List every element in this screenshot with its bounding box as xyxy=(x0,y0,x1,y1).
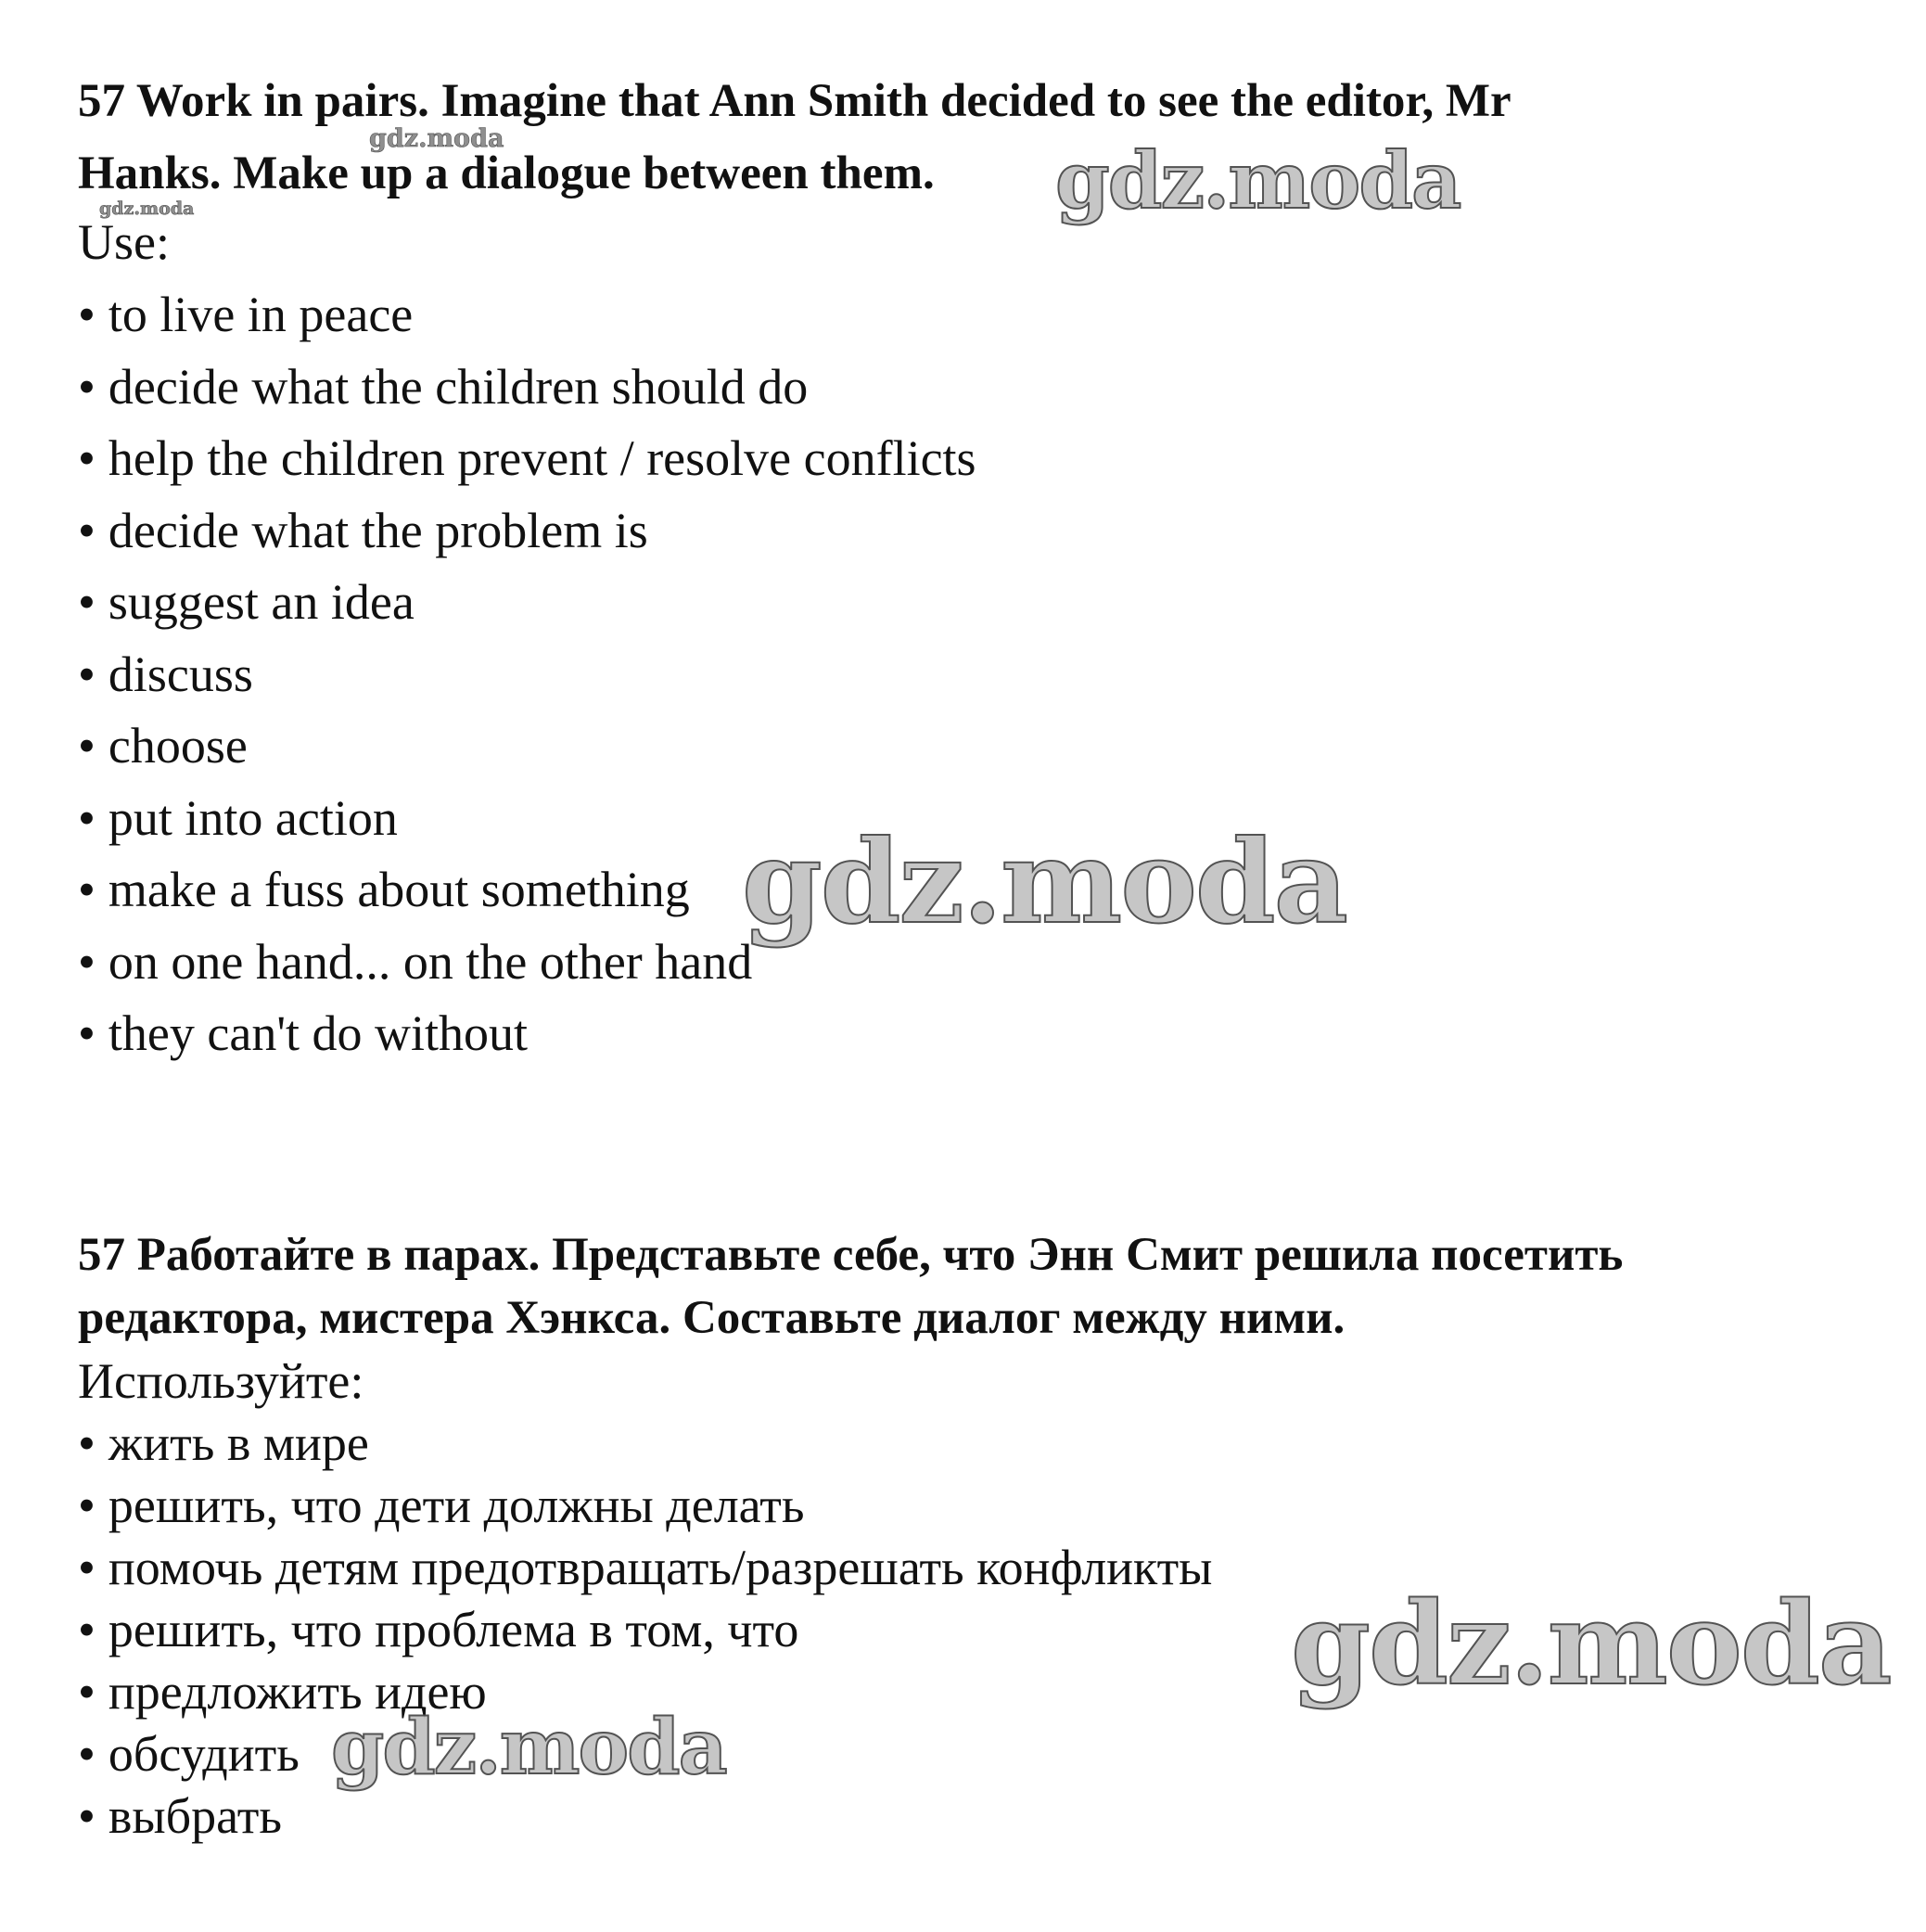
list-item-text: suggest an idea xyxy=(108,574,415,630)
list-item-text: discuss xyxy=(108,646,253,702)
bullet-icon: • xyxy=(78,718,96,774)
list-item-text: предложить идею xyxy=(108,1664,487,1720)
list-item-text: выбрать xyxy=(108,1788,282,1844)
english-list-item xyxy=(78,1005,529,1061)
bullet-icon: • xyxy=(78,1540,96,1595)
watermark-small-1: gdz.moda xyxy=(369,124,504,153)
list-item-text: make a fuss about something xyxy=(108,862,690,917)
bullet-icon: • xyxy=(78,1788,96,1844)
list-item-text: decide what the problem is xyxy=(108,503,648,558)
english-list-item xyxy=(78,359,809,415)
list-item-text: help the children prevent / resolve conflicts xyxy=(108,430,976,486)
list-item-text: решить, что проблема в том, что xyxy=(108,1602,799,1657)
bullet-icon: • xyxy=(78,1005,96,1061)
russian-heading-line-1: 57 Работайте в парах. Представьте себе, что Энн Смит решила посетить xyxy=(78,1229,1624,1281)
english-list-item xyxy=(78,430,976,486)
list-item-text: on one hand... on the other hand xyxy=(108,934,753,990)
russian-heading-line-2: редактора, мистера Хэнкса. Составьте диалог между ними. xyxy=(78,1292,1346,1344)
watermark-small-2: gdz.moda xyxy=(99,198,195,219)
russian-list-item xyxy=(78,1788,282,1844)
bullet-icon: • xyxy=(78,574,96,630)
bullet-icon: • xyxy=(78,359,96,415)
english-list-item xyxy=(78,574,415,630)
russian-list-item xyxy=(78,1415,369,1471)
english-list-item xyxy=(78,864,690,915)
bullet-icon: • xyxy=(78,1415,96,1471)
watermark-large-3: gdz.moda xyxy=(1291,1578,1891,1711)
bullet-icon: • xyxy=(78,790,96,846)
list-item-text: жить в мире xyxy=(108,1415,369,1471)
list-item-text: decide what the children should do xyxy=(108,359,809,415)
english-list-item xyxy=(78,934,753,990)
watermark-large-4: gdz.moda xyxy=(331,1703,726,1792)
english-heading-line-2: Hanks. Make up a dialogue between them. xyxy=(78,147,935,199)
bullet-icon: • xyxy=(78,1664,96,1720)
bullet-icon: • xyxy=(78,934,96,990)
list-item-text: put into action xyxy=(108,790,398,846)
bullet-icon: • xyxy=(78,1478,96,1533)
english-list-item xyxy=(78,790,398,846)
bullet-icon: • xyxy=(78,1602,96,1657)
english-heading-line-1: 57 Work in pairs. Imagine that Ann Smith decided to see the editor, Mr xyxy=(78,75,1511,127)
russian-list-item xyxy=(78,1726,300,1782)
list-item-text: choose xyxy=(108,718,248,774)
english-list-item xyxy=(78,718,248,774)
english-list-item xyxy=(78,505,648,556)
english-use-label: Use: xyxy=(78,214,170,270)
list-item-text: they can't do without xyxy=(108,1005,529,1061)
bullet-icon: • xyxy=(78,862,96,917)
russian-use-label: Используйте: xyxy=(78,1353,364,1409)
list-item-text: обсудить xyxy=(108,1726,300,1782)
bullet-icon: • xyxy=(78,430,96,486)
english-list-item xyxy=(78,646,253,702)
russian-list-item xyxy=(78,1542,1212,1593)
russian-list-item xyxy=(78,1602,799,1657)
watermark-large-1: gdz.moda xyxy=(1055,134,1460,226)
list-item-text: решить, что дети должны делать xyxy=(108,1478,805,1533)
bullet-icon: • xyxy=(78,646,96,702)
bullet-icon: • xyxy=(78,503,96,558)
list-item-text: помочь детям предотвращать/разрешать конфликты xyxy=(108,1540,1213,1595)
watermark-large-2: gdz.moda xyxy=(742,815,1346,950)
bullet-icon: • xyxy=(78,1726,96,1782)
list-item-text: to live in peace xyxy=(108,287,414,342)
russian-list-item xyxy=(78,1478,805,1533)
bullet-icon: • xyxy=(78,287,96,342)
english-list-item xyxy=(78,287,414,342)
